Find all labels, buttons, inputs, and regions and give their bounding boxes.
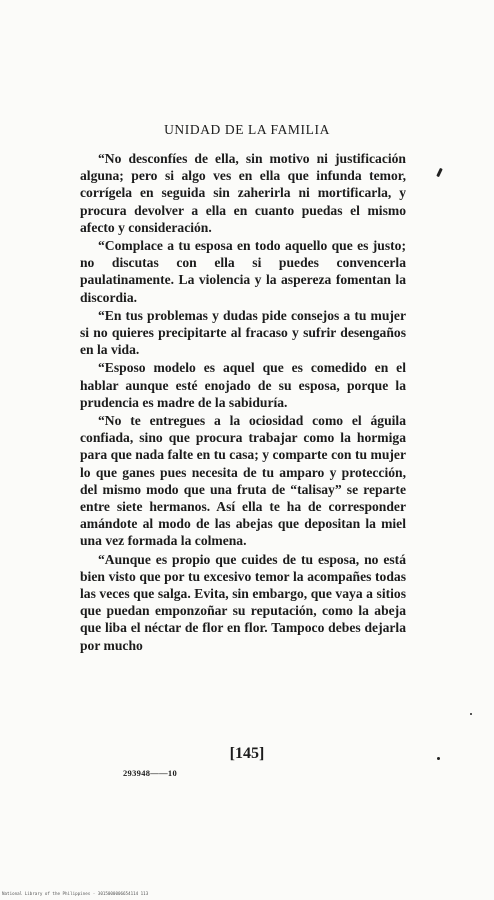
paragraph-2: “Complace a tu esposa en todo aquello que es justo; no discutas con ella si puedes convencerla paulatinamente. La violencia y la aspereza fomentan la discordia. xyxy=(80,238,406,305)
ink-speck xyxy=(437,757,440,760)
paragraph-4: “Esposo modelo es aquel que es comedido en el hablar aunque esté enojado de su esposa, porque la prudencia es madre de la sabiduría. xyxy=(80,360,406,410)
paragraph-3: “En tus problemas y dudas pide consejos a tu mujer si no quieres precipitarte al fracaso y sufrir desengaños en la vida. xyxy=(80,307,406,358)
body-text xyxy=(80,150,406,655)
footer-credit: National Library of the Philippines · 3015000006654114 113 xyxy=(2,891,149,896)
page-number: [145] xyxy=(229,745,265,762)
paragraph-1: “No desconfíes de ella, sin motivo ni justificación alguna; pero si algo ves en ella que infunda temor, corrígela en seguida sin zaherirla ni mortificarla, y procura devolver a ella en cuanto puedas el mismo afecto y consideración. xyxy=(80,151,406,235)
paragraph-6: “Aunque es propio que cuides de tu esposa, no está bien visto que por tu excesivo temor la acompañes todas las veces que salga. Evita, sin embargo, que vaya a sitios que puedan emponzoñar su reputación, como la abeja que liba el néctar de flor en flor. Tampoco debes dejarla por mucho xyxy=(80,551,406,653)
ink-speck xyxy=(470,713,472,715)
paragraph-5: “No te entregues a la ociosidad como el águila confiada, sino que procura trabajar como la hormiga para que nada falte en tu casa; y comparte con tu mujer lo que ganes pues necesita de tu amparo y protección, del mismo modo que una fruta de “talisay” se reparte entre siete hermanos. Así ella te ha de corresponder amándote al modo de las abejas que depositan la miel una vez formada la colmena. xyxy=(80,413,406,549)
running-head: UNIDAD DE LA FAMILIA xyxy=(164,122,330,137)
ink-speck xyxy=(436,168,443,177)
print-code: 293948——10 xyxy=(123,768,177,778)
